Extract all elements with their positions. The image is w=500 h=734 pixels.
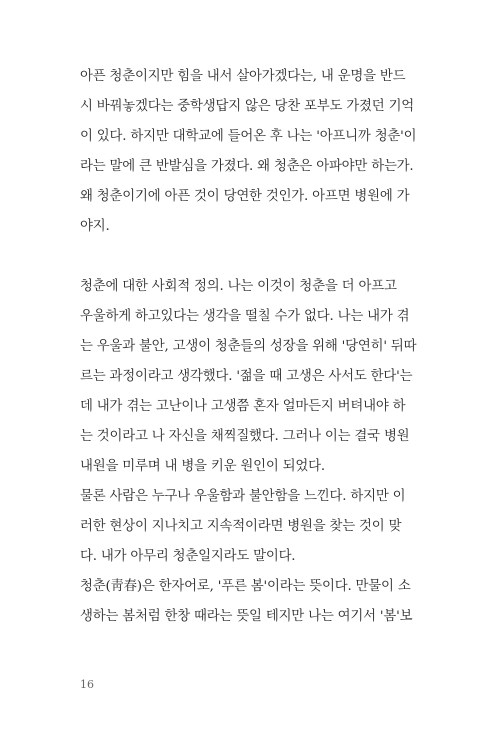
text-line: 야지. <box>80 219 110 234</box>
text-line: 는 것이라고 나 자신을 채찍질했다. 그러나 이는 결국 병원 <box>80 429 410 444</box>
text-line: 청춘에 대한 사회적 정의. 나는 이것이 청춘을 더 아프고 <box>80 279 397 294</box>
paragraph-4 <box>80 572 420 632</box>
text-line: 왜 청춘이기에 아픈 것이 당연한 것인가. 아프면 병원에 가 <box>80 189 410 204</box>
paragraph-1 <box>80 62 420 242</box>
text-line: 러한 현상이 지나치고 지속적이라면 병원을 찾는 것이 맞 <box>80 519 402 534</box>
text-line: 물론 사람은 누구나 우울함과 불안함을 느낀다. 하지만 이 <box>80 489 406 504</box>
text-line: 다. 내가 아무리 청춘일지라도 말이다. <box>80 549 296 564</box>
paragraph-2 <box>80 272 420 482</box>
paragraph-3 <box>80 482 420 572</box>
text-line: 는 우울과 불안, 고생이 청춘들의 성장을 위해 '당연히' 뒤따 <box>80 339 417 354</box>
text-line: 아픈 청춘이지만 힘을 내서 살아가겠다는, 내 운명을 반드 <box>80 69 406 84</box>
text-line: 청춘(靑春)은 한자어로, '푸른 봄'이라는 뜻이다. 만물이 소 <box>80 579 411 594</box>
text-line: 이 있다. 하지만 대학교에 들어온 후 나는 '아프니까 청춘'이 <box>80 129 417 144</box>
text-line: 우울하게 하고있다는 생각을 떨칠 수가 없다. 나는 내가 겪 <box>80 309 410 324</box>
text-line: 르는 과정이라고 생각했다. '젊을 때 고생은 사서도 한다'는 <box>80 369 413 384</box>
text-line: 내원을 미루며 내 병을 키운 원인이 되었다. <box>80 459 325 474</box>
text-line: 데 내가 겪는 고난이나 고생쯤 혼자 얼마든지 버텨내야 하 <box>80 399 406 414</box>
text-line: 시 바꿔놓겠다는 중학생답지 않은 당찬 포부도 가졌던 기억 <box>80 99 415 114</box>
text-line: 생하는 봄처럼 한창 때라는 뜻일 테지만 나는 여기서 '봄'보 <box>80 609 413 624</box>
text-line: 라는 말에 큰 반발심을 가졌다. 왜 청춘은 아파야만 하는가. <box>80 159 414 174</box>
page-number: 16 <box>80 678 94 691</box>
